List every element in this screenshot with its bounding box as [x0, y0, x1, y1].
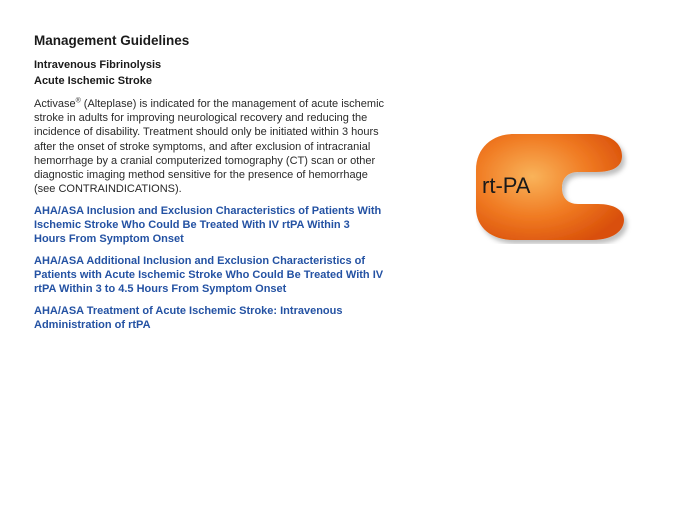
subtitle-fibrinolysis: Intravenous Fibrinolysis — [34, 59, 162, 71]
indication-text — [34, 97, 384, 196]
page-title: Management Guidelines — [34, 33, 190, 48]
registered-mark: ® — [75, 97, 81, 105]
logo-text: rt-PA — [482, 173, 531, 198]
link-treatment-administration[interactable]: AHA/ASA Treatment of Acute Ischemic Stroke: Intravenous Administration of rtPA — [34, 305, 343, 332]
link-inclusion-3-to-4-5-hours[interactable]: AHA/ASA Additional Inclusion and Exclusion Characteristics of Patients with Acute Ischemic Stroke Who Could Be Treated With IV rtPA Within 3 to 4.5 Hours From Symptom Onset — [34, 255, 384, 296]
rt-pa-pacman-logo — [472, 130, 632, 244]
subtitle-stroke: Acute Ischemic Stroke — [34, 75, 152, 87]
guidelines-panel — [34, 33, 384, 340]
drug-name: Activase — [34, 98, 76, 110]
link-inclusion-3-hours[interactable]: AHA/ASA Inclusion and Exclusion Characteristics of Patients With Ischemic Stroke Who Could Be Treated With IV rtPA Within 3 Hours From Symptom Onset — [34, 205, 382, 246]
indication-body: (Alteplase) is indicated for the management of acute ischemic stroke in adults for improving neurological recovery and reducing the incidence of disability. Treatment should only be initiated within 3 hours after the onset of stroke symptoms, and after exclusion of intracranial hemorrhage by a cranial computerized tomography (CT) scan or other diagnostic imaging method sensitive for the presence of hemorrhage (see CONTRAINDICATIONS). — [34, 98, 385, 196]
